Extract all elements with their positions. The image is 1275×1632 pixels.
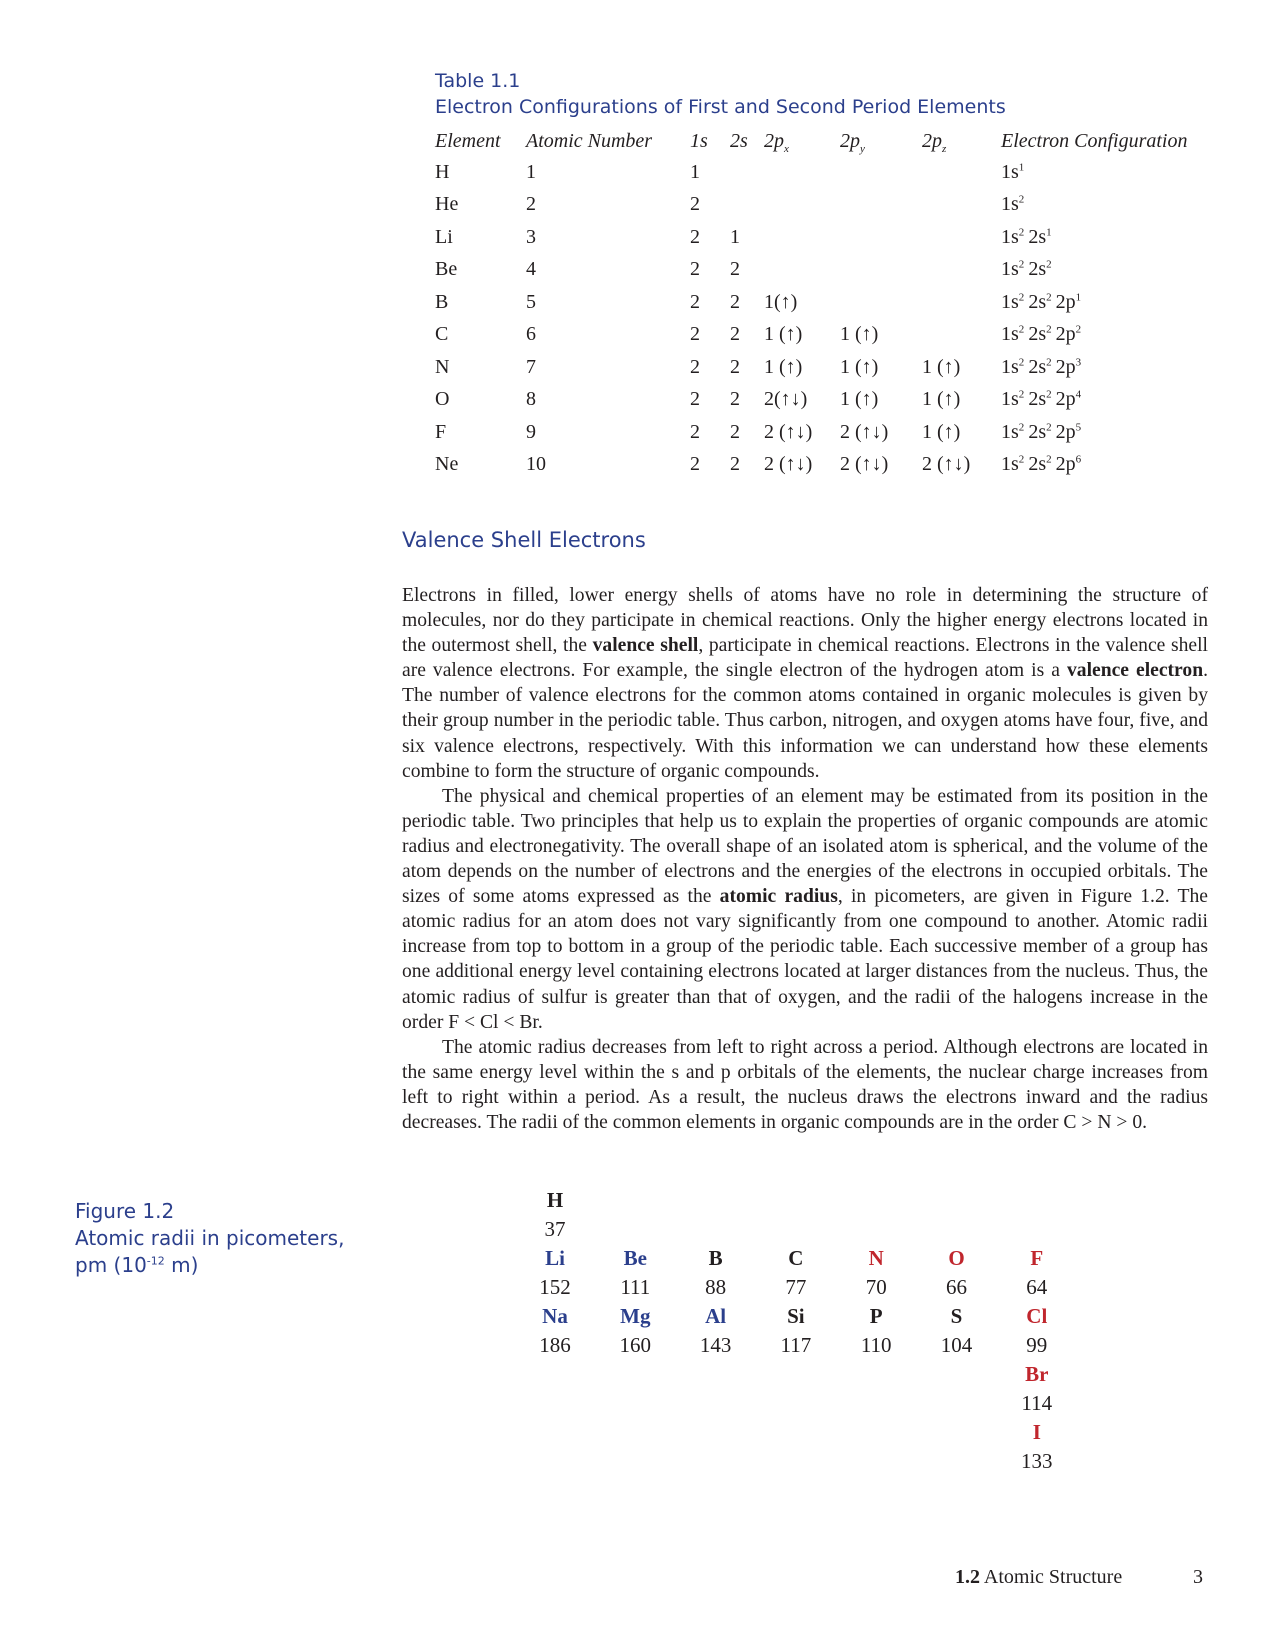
table-body — [435, 156, 1221, 481]
element-symbol: Br — [1025, 1362, 1049, 1386]
cell-s1: 2 — [690, 323, 700, 346]
header-2px — [764, 126, 840, 156]
cell-number: 4 — [526, 258, 536, 281]
config-orbital: 2s — [1028, 323, 1047, 346]
config-orbital: 2s — [1028, 388, 1047, 411]
header-1s: 1s — [690, 129, 708, 152]
cell-s2 — [730, 189, 764, 222]
cell-s1: 2 — [690, 290, 700, 313]
figure-units — [75, 1252, 344, 1279]
figure-units-exponent: -12 — [146, 1254, 165, 1268]
table-row — [435, 416, 1221, 449]
config-orbital: 2s — [1028, 225, 1047, 248]
text-run: The physical and chemical properties of an element may be estimated from its position in the periodic table. Two principles that help us to explain the properties of organic compounds are atomic radius and electronegativity. The overall shape of an isolated atom is spherical, and the volume of the atom depends on the number of electrons and the energies of the electrons in occupied orbitals. The sizes of some atoms expressed as the — [402, 785, 1208, 908]
config-orbital: 1s — [1001, 290, 1019, 313]
config-count: 2 — [1046, 356, 1052, 369]
cell-number: 1 — [526, 160, 536, 183]
config-count: 2 — [1018, 291, 1025, 304]
config-orbital: 1s — [1001, 453, 1019, 476]
config-count: 2 — [1018, 226, 1025, 239]
cell-s2: 2 — [730, 453, 740, 476]
element-cell — [917, 1302, 997, 1360]
header-2pz-sub: z — [942, 142, 947, 155]
header-2py — [840, 126, 922, 156]
config-count: 1 — [1075, 291, 1082, 304]
element-symbol: S — [950, 1304, 963, 1328]
config-orbital: 2s — [1028, 420, 1047, 443]
element-cell — [595, 1302, 675, 1360]
config-orbital: 2s — [1028, 453, 1047, 476]
text-run: . The number of valence electrons for the common atoms contained in organic molecules is given by their group number in the periodic table. Thus carbon, nitrogen, and oxygen atoms have four, five, and six valence electrons, respectively. With this information we can understand how these elements combine to form the structure of organic compounds. — [402, 660, 1208, 782]
cell-py — [840, 254, 922, 287]
cell-configuration — [1001, 319, 1221, 352]
cell-pz — [922, 254, 1001, 287]
cell-s2: 2 — [730, 258, 740, 281]
element-cell — [515, 1302, 595, 1360]
cell-pz — [922, 286, 1001, 319]
table-row — [435, 221, 1221, 254]
config-count: 2 — [1018, 388, 1025, 401]
cell-pz — [922, 189, 1001, 222]
element-radius: 117 — [780, 1333, 812, 1357]
paragraph — [402, 1035, 1208, 1135]
cell-element: Li — [435, 225, 453, 248]
table-row — [435, 384, 1221, 417]
cell-px: 1(↑) — [764, 290, 798, 313]
element-symbol: N — [868, 1246, 884, 1270]
cell-configuration — [1001, 416, 1221, 449]
cell-s2: 2 — [730, 290, 740, 313]
bold-term: valence shell — [592, 635, 699, 657]
table-header-row — [435, 126, 1221, 156]
config-orbital: 2p — [1055, 453, 1076, 476]
cell-px: 2(↑↓) — [764, 388, 808, 411]
table-caption — [435, 68, 1006, 120]
text-run: Electrons in filled, lower energy shells of atoms have no role in determining the structure of molecules, nor do they participate in chemical reactions. Only the higher energy electrons located in the outermost shell, the — [402, 585, 1208, 657]
header-2pz-base: 2p — [922, 129, 942, 152]
figure-units-pre: pm (10 — [75, 1253, 147, 1277]
config-count: 2 — [1046, 291, 1052, 304]
cell-configuration — [1001, 254, 1221, 287]
element-cell — [515, 1186, 595, 1244]
cell-s1: 2 — [690, 420, 700, 443]
element-radius: 66 — [946, 1275, 967, 1299]
table-row — [435, 156, 1221, 189]
cell-pz — [922, 221, 1001, 254]
cell-px: 1 (↑) — [764, 355, 803, 378]
header-2px-sub: x — [784, 142, 789, 155]
config-count: 1 — [1018, 161, 1025, 174]
config-count: 2 — [1046, 421, 1052, 434]
config-orbital: 2p — [1055, 355, 1076, 378]
cell-s1: 1 — [690, 160, 700, 183]
config-orbital: 1s — [1001, 420, 1019, 443]
element-symbol: Si — [787, 1304, 805, 1328]
cell-number: 7 — [526, 355, 536, 378]
element-cell — [676, 1244, 756, 1302]
header-configuration: Electron Configuration — [1001, 129, 1188, 152]
config-count: 2 — [1018, 356, 1025, 369]
cell-py — [840, 286, 922, 319]
cell-number: 5 — [526, 290, 536, 313]
config-orbital: 1s — [1001, 388, 1019, 411]
bold-term: atomic radius — [719, 886, 838, 908]
element-cell — [997, 1360, 1077, 1418]
running-footer — [955, 1566, 1122, 1589]
header-2s: 2s — [730, 129, 748, 152]
cell-pz: 2 (↑↓) — [922, 453, 971, 476]
config-count: 2 — [1018, 258, 1025, 271]
cell-s2: 1 — [730, 225, 740, 248]
config-count: 2 — [1018, 421, 1025, 434]
figure-caption — [75, 1198, 344, 1279]
config-orbital: 2s — [1028, 290, 1047, 313]
cell-px — [764, 221, 840, 254]
element-radius: 110 — [860, 1333, 892, 1357]
cell-s2: 2 — [730, 420, 740, 443]
cell-configuration — [1001, 221, 1221, 254]
cell-number: 8 — [526, 388, 536, 411]
config-count: 3 — [1075, 356, 1082, 369]
body-text — [402, 583, 1208, 1135]
element-symbol: P — [869, 1304, 883, 1328]
cell-number: 6 — [526, 323, 536, 346]
cell-s2: 2 — [730, 355, 740, 378]
config-orbital: 2s — [1028, 355, 1047, 378]
header-2px-base: 2p — [764, 129, 784, 152]
header-2pz — [922, 126, 1001, 156]
cell-px: 2 (↑↓) — [764, 420, 813, 443]
cell-py: 2 (↑↓) — [840, 453, 889, 476]
cell-px: 1 (↑) — [764, 323, 803, 346]
cell-configuration — [1001, 351, 1221, 384]
element-radius: 88 — [705, 1275, 727, 1299]
element-symbol: B — [708, 1246, 723, 1270]
config-orbital: 2s — [1028, 258, 1047, 281]
element-symbol: I — [1032, 1420, 1041, 1444]
cell-s1: 2 — [690, 388, 700, 411]
config-count: 2 — [1018, 453, 1025, 466]
config-orbital: 1s — [1001, 258, 1019, 281]
text-run: , participate in chemical reactions. Electrons in the valence shell are valence electrons. For example, the single electron of the hydrogen atom is a — [402, 635, 1208, 682]
footer-section-title: Atomic Structure — [980, 1566, 1123, 1588]
element-radius: 64 — [1026, 1275, 1048, 1299]
element-radius: 104 — [940, 1333, 973, 1357]
figure-number: Figure 1.2 — [75, 1199, 175, 1223]
config-orbital: 1s — [1001, 323, 1019, 346]
electron-configuration-table — [435, 126, 1221, 481]
element-symbol: F — [1030, 1246, 1044, 1270]
element-symbol: Li — [545, 1246, 565, 1270]
config-orbital: 1s — [1001, 225, 1019, 248]
cell-px — [764, 156, 840, 189]
cell-configuration — [1001, 286, 1221, 319]
cell-py: 1 (↑) — [840, 388, 879, 411]
element-symbol: Mg — [620, 1304, 651, 1328]
cell-py — [840, 156, 922, 189]
element-radius: 186 — [539, 1333, 571, 1357]
header-2py-base: 2p — [840, 129, 860, 152]
element-radius: 37 — [544, 1217, 566, 1241]
page-number: 3 — [1193, 1566, 1203, 1588]
element-cell — [836, 1302, 916, 1360]
config-count: 1 — [1046, 226, 1052, 239]
element-radius: 114 — [1021, 1391, 1053, 1415]
section-heading: Valence Shell Electrons — [402, 528, 646, 552]
config-count: 2 — [1046, 323, 1052, 336]
element-cell — [836, 1244, 916, 1302]
cell-s1: 2 — [690, 225, 700, 248]
cell-s1: 2 — [690, 258, 700, 281]
cell-configuration — [1001, 189, 1221, 222]
paragraph — [402, 784, 1208, 1035]
cell-element: B — [435, 290, 449, 313]
table-row — [435, 351, 1221, 384]
config-orbital: 2p — [1055, 388, 1076, 411]
config-orbital: 2p — [1055, 420, 1076, 443]
element-radius: 77 — [785, 1275, 807, 1299]
cell-element: H — [435, 160, 450, 183]
footer-section-number: 1.2 — [955, 1566, 980, 1588]
config-orbital: 1s — [1001, 193, 1019, 216]
config-orbital: 2p — [1055, 290, 1076, 313]
element-symbol: Be — [623, 1246, 647, 1270]
element-radius: 133 — [1021, 1449, 1053, 1473]
cell-element: O — [435, 388, 450, 411]
cell-py: 1 (↑) — [840, 323, 879, 346]
config-orbital: 1s — [1001, 160, 1019, 183]
cell-number: 9 — [526, 420, 536, 443]
element-radius: 70 — [865, 1275, 887, 1299]
element-cell — [756, 1244, 836, 1302]
config-orbital: 1s — [1001, 355, 1019, 378]
cell-configuration — [1001, 384, 1221, 417]
cell-element: C — [435, 323, 449, 346]
cell-pz: 1 (↑) — [922, 355, 961, 378]
table-row — [435, 286, 1221, 319]
element-radius: 143 — [699, 1333, 732, 1357]
element-cell — [997, 1302, 1077, 1360]
cell-number: 2 — [526, 193, 536, 216]
element-symbol: O — [948, 1246, 965, 1270]
config-count: 2 — [1018, 323, 1025, 336]
cell-pz: 1 (↑) — [922, 420, 961, 443]
table-row — [435, 189, 1221, 222]
cell-element: F — [435, 420, 447, 443]
cell-pz: 1 (↑) — [922, 388, 961, 411]
config-count: 2 — [1018, 193, 1025, 206]
figure-title: Atomic radii in picometers, — [75, 1226, 345, 1250]
cell-configuration — [1001, 156, 1221, 189]
config-count: 2 — [1046, 453, 1052, 466]
cell-element: Ne — [435, 453, 459, 476]
bold-term: valence electron — [1066, 660, 1204, 682]
header-element: Element — [435, 129, 501, 152]
cell-configuration — [1001, 449, 1221, 482]
cell-py: 2 (↑↓) — [840, 420, 889, 443]
header-atomic-number: Atomic Number — [526, 129, 653, 152]
table-row — [435, 254, 1221, 287]
element-cell — [917, 1244, 997, 1302]
element-radius: 99 — [1026, 1333, 1048, 1357]
cell-s2: 2 — [730, 388, 740, 411]
cell-px — [764, 254, 840, 287]
cell-number: 3 — [526, 225, 536, 248]
cell-s1: 2 — [690, 355, 700, 378]
element-symbol: Na — [542, 1304, 568, 1328]
element-radius: 152 — [539, 1275, 571, 1299]
cell-element: N — [435, 355, 450, 378]
element-cell — [676, 1302, 756, 1360]
element-symbol: Cl — [1026, 1304, 1048, 1328]
config-count: 2 — [1046, 388, 1052, 401]
cell-number: 10 — [526, 453, 546, 476]
element-cell — [595, 1244, 675, 1302]
cell-pz — [922, 319, 1001, 352]
cell-pz — [922, 156, 1001, 189]
table-number: Table 1.1 — [435, 70, 521, 92]
cell-s1: 2 — [690, 193, 700, 216]
text-run: , in picometers, are given in Figure 1.2. The atomic radius for an atom does not vary significantly from one compound to another. Atomic radii increase from top to bottom in a group of the periodic table. Each successive member of a group has one additional energy level containing electrons located at larger distances from the nucleus. Thus, the atomic radius of sulfur is greater than that of oxygen, and the radii of the halogens increase in the order F < Cl < Br. — [402, 886, 1208, 1033]
cell-py — [840, 189, 922, 222]
cell-px — [764, 189, 840, 222]
config-count: 6 — [1075, 453, 1082, 466]
cell-py: 1 (↑) — [840, 355, 879, 378]
cell-element: He — [435, 193, 459, 216]
config-count: 5 — [1075, 421, 1082, 434]
element-radius: 111 — [620, 1275, 651, 1299]
element-radius: 160 — [619, 1333, 652, 1357]
element-symbol: C — [788, 1246, 804, 1270]
cell-py — [840, 221, 922, 254]
table-row — [435, 449, 1221, 482]
table-title: Electron Configurations of First and Second Period Elements — [435, 96, 1006, 118]
cell-s1: 2 — [690, 453, 700, 476]
cell-px: 2 (↑↓) — [764, 453, 813, 476]
config-count: 4 — [1075, 388, 1082, 401]
text-run: The atomic radius decreases from left to right across a period. Although electrons are located in the same energy level within the s and p orbitals of the elements, the nuclear charge increases from left to right within a period. As a result, the nucleus draws the electrons inward and the radius decreases. The radii of the common elements in organic compounds are in the order C > N > 0. — [402, 1036, 1208, 1133]
cell-s2: 2 — [730, 323, 740, 346]
table-row — [435, 319, 1221, 352]
element-symbol: Al — [705, 1304, 727, 1328]
element-cell — [997, 1244, 1077, 1302]
element-symbol: H — [546, 1188, 564, 1212]
element-cell — [997, 1418, 1077, 1476]
cell-s2 — [730, 156, 764, 189]
cell-element: Be — [435, 258, 458, 281]
figure-units-post: m) — [164, 1253, 199, 1277]
config-count: 2 — [1046, 258, 1052, 271]
config-orbital: 2p — [1055, 323, 1076, 346]
header-2py-sub: y — [860, 142, 865, 155]
config-count: 2 — [1075, 323, 1082, 336]
element-cell — [515, 1244, 595, 1302]
paragraph — [402, 583, 1208, 784]
element-cell — [756, 1302, 836, 1360]
